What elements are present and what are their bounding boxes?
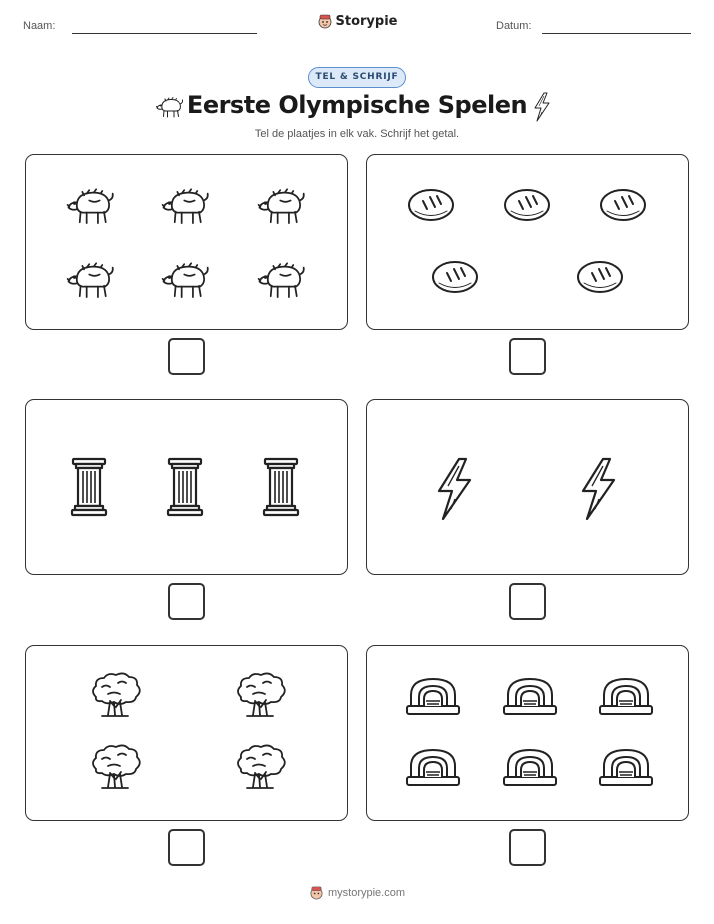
page-title: Eerste Olympische Spelen — [186, 91, 528, 119]
boar-icon — [256, 181, 308, 227]
answer-box-boars[interactable] — [168, 338, 205, 375]
lightning-icon — [434, 457, 476, 521]
bread-icon — [407, 187, 455, 223]
answer-box-lightning[interactable] — [509, 583, 546, 620]
count-panel-trees — [25, 645, 348, 821]
answer-box-trees[interactable] — [168, 829, 205, 866]
brand-name: Storypie — [335, 13, 398, 29]
pillar-icon — [165, 455, 205, 519]
boar-icon — [65, 255, 117, 301]
name-line[interactable] — [72, 33, 257, 34]
answer-box-bread[interactable] — [509, 338, 546, 375]
answer-box-pillars[interactable] — [168, 583, 205, 620]
footer — [0, 885, 714, 904]
boar-icon — [65, 181, 117, 227]
pillar-icon — [261, 455, 301, 519]
name-label: Naam: — [23, 20, 56, 32]
bread-icon — [431, 259, 479, 295]
date-line[interactable] — [542, 33, 691, 34]
answer-box-ovens[interactable] — [509, 829, 546, 866]
storypie-logo-icon — [317, 13, 333, 29]
tree-icon — [233, 743, 287, 791]
oven-icon — [405, 746, 461, 788]
storypie-logo-icon — [309, 885, 324, 900]
pillar-icon — [69, 455, 109, 519]
oven-icon — [598, 746, 654, 788]
tree-icon — [88, 743, 142, 791]
lightning-icon — [578, 457, 620, 521]
oven-icon — [405, 675, 461, 717]
tree-icon — [233, 671, 287, 719]
activity-tag: TEL & SCHRIJF — [308, 67, 406, 88]
oven-icon — [502, 675, 558, 717]
oven-icon — [598, 675, 654, 717]
boar-icon — [160, 255, 212, 301]
lightning-icon — [531, 92, 553, 122]
oven-icon — [502, 746, 558, 788]
bread-icon — [599, 187, 647, 223]
boar-icon — [256, 255, 308, 301]
boar-icon — [160, 181, 212, 227]
tree-icon — [88, 671, 142, 719]
count-panel-ovens — [366, 645, 689, 821]
instructions: Tel de plaatjes in elk vak. Schrijf het getal. — [254, 128, 460, 140]
bread-icon — [576, 259, 624, 295]
date-label: Datum: — [496, 20, 532, 32]
bread-icon — [503, 187, 551, 223]
footer-url: mystorypie.com — [327, 886, 406, 899]
count-panel-bread — [366, 154, 689, 330]
brand — [0, 13, 714, 33]
count-panel-lightning — [366, 399, 689, 575]
